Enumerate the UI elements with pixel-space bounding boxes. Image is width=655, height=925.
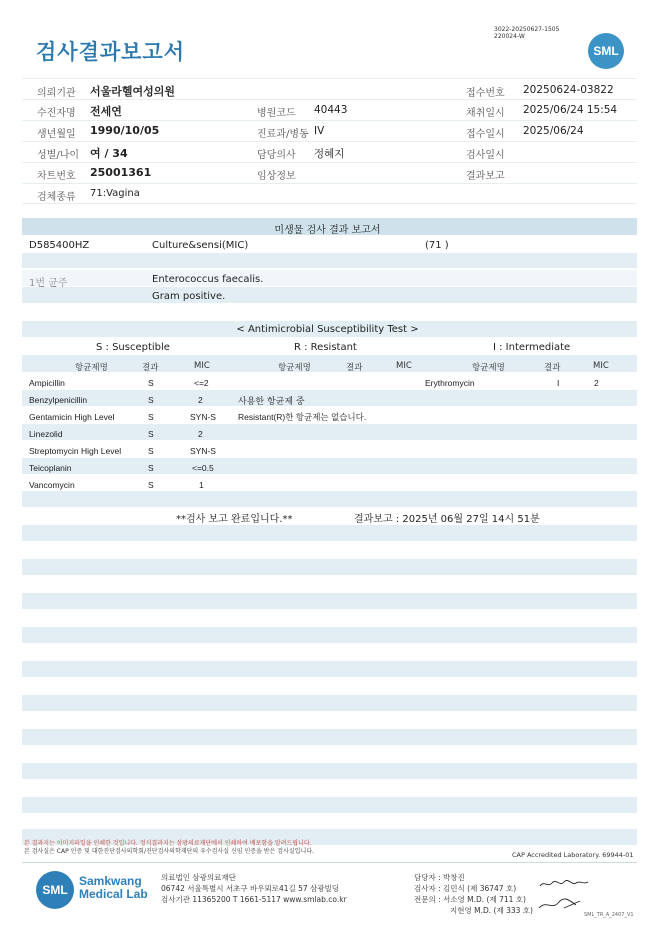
drug-name: Linezolid bbox=[29, 429, 63, 439]
legend-resistant: R : Resistant bbox=[294, 342, 357, 353]
staff-manager: 담당자 : 박창진 bbox=[414, 873, 465, 882]
receipt-no-value: 20250624-03822 bbox=[523, 84, 614, 96]
drug-mic: SYN-S bbox=[190, 412, 216, 422]
specimen-label: 검체종류 bbox=[37, 192, 76, 203]
collect-date-value: 2025/06/24 15:54 bbox=[523, 104, 618, 116]
drug-mic: SYN-S bbox=[190, 446, 216, 456]
col-result-header: 결과 bbox=[544, 363, 561, 373]
document-code-line-1: 3022-20250627-1505 bbox=[494, 26, 560, 33]
logo-line-1: Samkwang bbox=[79, 874, 142, 888]
drug-result: S bbox=[148, 480, 154, 490]
gram-stain: Gram positive. bbox=[152, 291, 226, 302]
stripe bbox=[22, 593, 637, 609]
drug-name: Ampicillin bbox=[29, 378, 65, 388]
stripe bbox=[22, 661, 637, 677]
col-result-header: 결과 bbox=[142, 363, 159, 373]
name-value: 전세연 bbox=[90, 105, 122, 118]
stripe bbox=[22, 253, 637, 268]
col-drug-header: 항균제명 bbox=[472, 363, 505, 373]
disclaimer-line-2: 본 검사실은 CAP 인증 및 대한진단검사의학회/진단검사의학재단의 우수검사실 신임 인증을 받은 검사실입니다. bbox=[24, 848, 314, 855]
divider bbox=[22, 203, 637, 204]
drug-mic: 2 bbox=[198, 395, 203, 405]
specimen-value: 71:Vagina bbox=[90, 188, 140, 199]
drug-name: Streptomycin High Level bbox=[29, 446, 122, 456]
ast-title: < Antimicrobial Susceptibility Test > bbox=[236, 324, 419, 335]
no-resistant-note-2: Resistant(R)한 항균제는 없습니다. bbox=[238, 412, 367, 422]
organism-name: Enterococcus faecalis. bbox=[152, 274, 264, 285]
staff-specialist-1: 전문의 : 서소영 M.D. (제 711 호) bbox=[414, 895, 526, 904]
drug-name: Benzylpenicillin bbox=[29, 395, 88, 405]
drug-result: S bbox=[148, 412, 154, 422]
test-number: (71 ) bbox=[425, 240, 449, 251]
stripe bbox=[22, 763, 637, 779]
stripe bbox=[22, 525, 637, 541]
logo-line-2: Medical Lab bbox=[79, 887, 148, 901]
stripe bbox=[22, 424, 637, 440]
drug-mic: 1 bbox=[199, 480, 204, 490]
stripe bbox=[22, 491, 637, 507]
micro-section-title: 미생물 검사 결과 보고서 bbox=[274, 225, 381, 236]
divider bbox=[22, 162, 637, 163]
divider bbox=[22, 78, 637, 79]
stripe bbox=[22, 695, 637, 711]
drug-result: S bbox=[148, 463, 154, 473]
disclaimer-line-1: 본 결과지는 이미지파일을 인쇄한 것입니다. 정식결과지는 삼광의료재단에서 인쇄하여 배포함을 알려드립니다. bbox=[24, 840, 312, 847]
ward-code-label: 병원코드 bbox=[257, 108, 296, 119]
collect-date-label: 채취일시 bbox=[466, 108, 505, 119]
test-date-label: 검사일시 bbox=[466, 150, 505, 161]
drug-result: I bbox=[557, 378, 560, 388]
dept-value: IV bbox=[314, 125, 325, 137]
signature-specialist bbox=[536, 896, 584, 912]
drug-mic: 2 bbox=[198, 429, 203, 439]
drug-result: S bbox=[148, 378, 154, 388]
drug-name: Gentamicin High Level bbox=[29, 412, 115, 422]
report-complete-text: **검사 보고 완료입니다.** bbox=[176, 514, 293, 525]
org-name: 의료법인 삼광의료재단 bbox=[161, 873, 236, 882]
dob-value: 1990/10/05 bbox=[90, 124, 160, 137]
chart-no-value: 25001361 bbox=[90, 166, 152, 179]
test-name: Culture&sensi(MIC) bbox=[152, 240, 249, 251]
receipt-date-label: 접수일시 bbox=[466, 129, 505, 140]
stripe bbox=[22, 627, 637, 643]
no-resistant-note-1: 사용한 항균제 중 bbox=[238, 397, 305, 407]
drug-name: Vancomycin bbox=[29, 480, 75, 490]
stripe bbox=[22, 729, 637, 745]
sex-age-label: 성별/나이 bbox=[37, 150, 80, 161]
col-mic-header: MIC bbox=[194, 361, 210, 371]
stripe bbox=[22, 287, 637, 303]
sex-age-value: 여 / 34 bbox=[90, 147, 128, 160]
ward-code-value: 40443 bbox=[314, 104, 348, 116]
legend-susceptible: S : Susceptible bbox=[96, 342, 170, 353]
test-code: D585400HZ bbox=[29, 240, 90, 251]
institution-value: 서울라헬여성의원 bbox=[90, 85, 176, 98]
staff-tester: 검사자 : 김민식 (제 36747 호) bbox=[414, 884, 517, 893]
form-number: SML_TR_A_2407_V1 bbox=[584, 912, 634, 918]
drug-mic: 2 bbox=[594, 378, 599, 388]
divider bbox=[22, 141, 637, 142]
staff-specialist-2: 지현영 M.D. (제 333 호) bbox=[450, 906, 533, 915]
drug-name: Erythromycin bbox=[425, 378, 475, 388]
col-drug-header: 항균제명 bbox=[278, 363, 311, 373]
report-label: 결과보고 bbox=[466, 171, 505, 182]
document-code-line-2: 220024-W bbox=[494, 33, 525, 40]
drug-result: S bbox=[148, 446, 154, 456]
page-title: 검사결과보고서 bbox=[36, 40, 186, 64]
document-code bbox=[494, 26, 559, 40]
drug-result: S bbox=[148, 395, 154, 405]
drug-mic: <=2 bbox=[194, 378, 209, 388]
receipt-date-value: 2025/06/24 bbox=[523, 125, 584, 137]
disclaimer bbox=[24, 840, 314, 856]
doctor-value: 정혜지 bbox=[314, 148, 345, 160]
chart-no-label: 차트번호 bbox=[37, 171, 76, 182]
signature-tester bbox=[538, 878, 590, 890]
stripe bbox=[22, 797, 637, 813]
col-result-header: 결과 bbox=[346, 363, 363, 373]
divider bbox=[22, 183, 637, 184]
cap-accreditation: CAP Accredited Laboratory. 69944-01 bbox=[512, 851, 634, 859]
footer-logo: SML bbox=[36, 871, 74, 909]
doctor-label: 담당의사 bbox=[257, 150, 296, 161]
col-mic-header: MIC bbox=[593, 361, 609, 371]
drug-result: S bbox=[148, 429, 154, 439]
drug-name: Teicoplanin bbox=[29, 463, 72, 473]
stripe bbox=[22, 270, 637, 286]
sml-logo: SML bbox=[588, 33, 624, 69]
dept-label: 진료과/병동 bbox=[257, 129, 309, 140]
institution-label: 의뢰기관 bbox=[37, 88, 76, 99]
footer-divider bbox=[22, 862, 637, 863]
footer-logo-text bbox=[79, 875, 148, 901]
dob-label: 생년월일 bbox=[37, 129, 76, 140]
name-label: 수진자명 bbox=[37, 108, 76, 119]
stripe bbox=[22, 559, 637, 575]
org-contact: 검사기관 11365200 T 1661-5117 www.smlab.co.kr bbox=[161, 895, 347, 904]
drug-mic: <=0.5 bbox=[192, 463, 214, 473]
stripe bbox=[22, 390, 637, 406]
legend-intermediate: I : Intermediate bbox=[493, 342, 571, 353]
stripe bbox=[22, 458, 637, 474]
divider bbox=[22, 120, 637, 121]
clinical-label: 임상정보 bbox=[257, 171, 296, 182]
col-drug-header: 항균제명 bbox=[75, 363, 108, 373]
col-mic-header: MIC bbox=[396, 361, 412, 371]
receipt-no-label: 접수번호 bbox=[466, 88, 505, 99]
org-address: 06742 서울특별시 서초구 바우뫼로41길 57 삼광빌딩 bbox=[161, 884, 340, 893]
divider bbox=[22, 99, 637, 100]
report-time: 결과보고 : 2025년 06월 27일 14시 51분 bbox=[354, 514, 540, 525]
